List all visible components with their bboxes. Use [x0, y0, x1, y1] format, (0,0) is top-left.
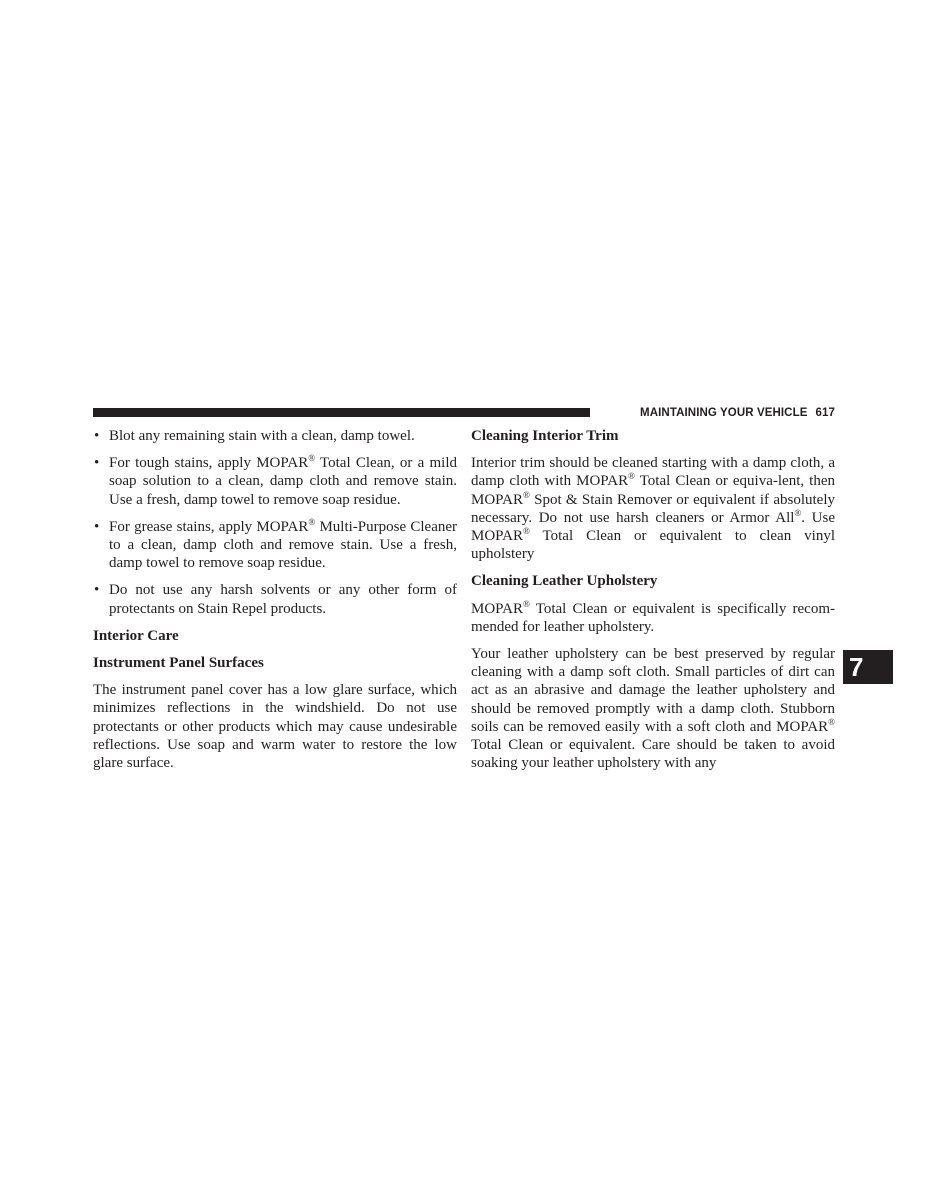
instrument-panel-heading: Instrument Panel Surfaces [93, 655, 264, 672]
list-item-text: For grease stains, apply MOPAR® Multi-Purpose Cleaner to a clean, damp cloth and remove stain. Use a fresh, damp towel to remove soap residue. [109, 516, 458, 572]
list-item [93, 427, 457, 445]
leather-upholstery-heading: Cleaning Leather Upholstery [471, 573, 658, 590]
list-item [93, 518, 457, 573]
running-header [598, 405, 835, 421]
leather-paragraph-2: Your leather upholstery can be best preserved by regular cleaning with a damp soft cloth. Small particles of dirt can act as an abrasive and damage the leather upholstery and should be removed promptly with a damp cloth. Stubborn soils can be removed easily with a soft cloth and MOPAR® Total Clean or equivalent. Care should be taken to avoid soaking your leather upholstery with any [471, 646, 835, 772]
chapter-tab: 7 [843, 650, 893, 684]
interior-trim-paragraph: Interior trim should be cleaned starting with a damp cloth, a damp cloth with MOPAR® Total Clean or equiva-lent, then MOPAR® Spot & Stain Remover or equivalent if absolutely necessary. Do not use harsh cleaners or Armor All®. Use MOPAR® Total Clean or equivalent to clean vinyl upholstery [471, 455, 835, 563]
right-column [471, 427, 835, 781]
list-item [93, 454, 457, 509]
list-item-text: Blot any remaining stain with a clean, damp towel. [109, 428, 415, 444]
bullet-icon: • [94, 455, 100, 472]
interior-care-heading: Interior Care [93, 627, 179, 644]
bullet-icon: • [94, 428, 100, 444]
leather-paragraph-1: MOPAR® Total Clean or equivalent is specifically recom-mended for leather upholstery. [471, 598, 835, 635]
stain-removal-list [93, 427, 457, 618]
bullet-icon: • [94, 582, 100, 599]
bullet-icon: • [94, 518, 100, 535]
list-item [93, 581, 457, 617]
interior-trim-heading: Cleaning Interior Trim [471, 428, 619, 444]
left-column [93, 427, 457, 781]
list-item-text: Do not use any harsh solvents or any other form of protectants on Stain Repel products. [109, 582, 457, 617]
page-number: 617 [815, 407, 835, 419]
header-rule [93, 408, 590, 417]
section-title: MAINTAINING YOUR VEHICLE [640, 407, 808, 419]
list-item-text: For tough stains, apply MOPAR® Total Clean, or a mild soap solution to a clean, damp cloth and remove stain. Use a fresh, damp towel to remove soap residue. [109, 453, 457, 508]
instrument-panel-paragraph: The instrument panel cover has a low glare surface, which minimizes reflections in the windshield. Do not use protectants or other products which may cause undesirable reflections. Use soap and warm water to restore the low glare surface. [93, 682, 457, 772]
